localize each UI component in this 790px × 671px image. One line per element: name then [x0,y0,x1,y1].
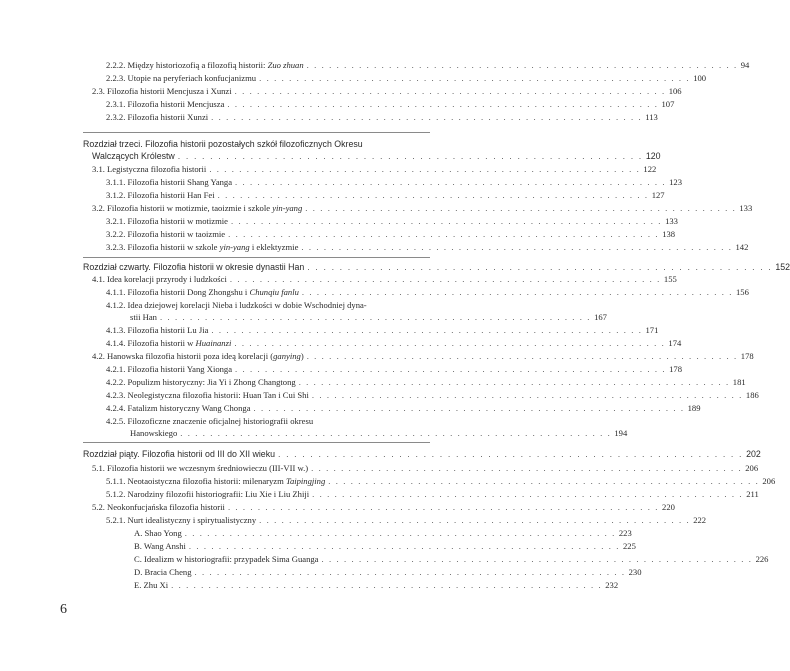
dot-leader: . . . . . . . . . . . . . . . . . . . . . . . . . . . . . . . . . . . . . . . . . . . . . . . . . . . . . . . . . . [311,390,743,400]
toc-page-number: 171 [645,325,659,335]
toc-page-number: 127 [651,190,665,200]
chapter-heading [83,139,438,150]
toc-entry-text: 3.1.1. Filozofia historii Shang Yanga [106,177,233,187]
toc-entry-text: 4.1.4. Filozofia historii w Huainanzi [106,338,232,348]
dot-leader: . . . . . . . . . . . . . . . . . . . . . . . . . . . . . . . . . . . . . . . . . . . . . . . . . . . . . . . . . . [228,229,660,239]
dot-leader: . . . . . . . . . . . . . . . . . . . . . . . . . . . . . . . . . . . . . . . . . . . . . . . . . . . . . . . . . . [298,377,730,387]
chapter-title: Rozdział trzeci. Filozofia historii pozostałych szkół filozoficznych Okresu [83,139,363,149]
toc-page-number: 232 [605,580,619,590]
toc-page-number: 178 [669,364,683,374]
toc-entry [134,580,619,591]
toc-entry-text: 4.1.2. Idea dziejowej korelacji Nieba i ludzkości w dobie Wschodniej dyna- [106,300,367,310]
dot-leader: . . . . . . . . . . . . . . . . . . . . . . . . . . . . . . . . . . . . . . . . . . . . . . . . . . . . . . . . . . [230,216,663,226]
toc-entry [106,489,759,500]
dot-leader: . . . . . . . . . . . . . . . . . . . . . . . . . . . . . . . . . . . . . . . . . . . . . . . . . . . . . . . . . . [217,190,649,200]
dot-leader: . . . . . . . . . . . . . . . . . . . . . . . . . . . . . . . . . . . . . . . . . . . . . . . . . . . . . . . . . . [227,502,660,512]
toc-entry-text: 4.2.3. Neolegistyczna filozofia historii: Huan Tan i Cui Shi [106,390,309,400]
toc-entry [106,216,678,227]
toc-entry [92,164,657,175]
toc-entry-text: 2.3. Filozofia historii Mencjusza i Xunzi [92,86,232,96]
toc-page-number: 120 [645,151,661,161]
toc-entry-text: 5.1.2. Narodziny filozofii historiografii: Liu Xie i Liu Zhiji [106,489,310,499]
toc-entry-text: 5.1.1. Neotaoistyczna filozofia historii: milenaryzm Taipingjing [106,476,326,486]
toc-entry [92,274,677,285]
dot-leader: . . . . . . . . . . . . . . . . . . . . . . . . . . . . . . . . . . . . . . . . . . . . . . . . . . . . . . . . . . [227,99,659,109]
toc-page-number: 122 [643,164,657,174]
toc-entry [106,338,682,349]
toc-entry [106,515,707,526]
toc-entry-text: 4.1.1. Filozofia historii Dong Zhongshu i Chunqiu fanlu [106,287,299,297]
toc-entry [92,351,754,362]
dot-leader: . . . . . . . . . . . . . . . . . . . . . . . . . . . . . . . . . . . . . . . . . . . . . . . . . . . . . . . . . . [278,449,744,459]
toc-entry [106,190,665,201]
toc-entry [134,567,642,578]
toc-entry [92,86,682,97]
toc-page-number: 194 [614,428,628,438]
dot-leader: . . . . . . . . . . . . . . . . . . . . . . . . . . . . . . . . . . . . . . . . . . . . . . . . . . . . . . . . . . [306,60,738,70]
dot-leader: . . . . . . . . . . . . . . . . . . . . . . . . . . . . . . . . . . . . . . . . . . . . . . . . . . . . . . . . . . [306,351,738,361]
toc-page-number: 189 [687,403,701,413]
toc-entry-text: 5.2. Neokonfucjańska filozofia historii [92,502,225,512]
toc-entry [106,177,683,188]
toc-entry-text: E. Zhu Xi [134,580,169,590]
toc-page-number: 107 [661,99,675,109]
dot-leader: . . . . . . . . . . . . . . . . . . . . . . . . . . . . . . . . . . . . . . . . . . . . . . . . . . . . . . . . . . [234,338,666,348]
toc-entry [106,287,749,298]
toc-entry-text: 4.1.3. Filozofia historii Lu Jia [106,325,209,335]
toc-page-number: 222 [693,515,707,525]
toc-entry-text: B. Wang Anshi [134,541,186,551]
dot-leader: . . . . . . . . . . . . . . . . . . . . . . . . . . . . . . . . . . . . . . . . . . . . . . . . . . . . . . . . . . [211,325,643,335]
toc-entry [134,554,769,565]
toc-page-number: 113 [645,112,658,122]
dot-leader: . . . . . . . . . . . . . . . . . . . . . . . . . . . . . . . . . . . . . . . . . . . . . . . . . . . . . . . . . . [159,312,592,322]
toc-entry [106,403,701,414]
chapter-title: Rozdział czwarty. Filozofia historii w okresie dynastii Han [83,262,305,272]
toc-page-number: 181 [732,377,746,387]
toc-entry [106,390,759,401]
toc-entry-text: 3.2. Filozofia historii w motizmie, taoizmie i szkole yin-yang [92,203,303,213]
toc-entry [106,325,659,336]
page-number: 6 [60,602,67,617]
dot-leader: . . . . . . . . . . . . . . . . . . . . . . . . . . . . . . . . . . . . . . . . . . . . . . . . . . . . . . . . . . [259,73,691,83]
dot-leader: . . . . . . . . . . . . . . . . . . . . . . . . . . . . . . . . . . . . . . . . . . . . . . . . . . . . . . . . . . [209,164,641,174]
toc-entry-text: 4.2.2. Populizm historyczny: Jia Yi i Zhong Changtong [106,377,296,387]
toc-entry-text: 5.1. Filozofia historii we wczesnym średniowieczu (III-VII w.) [92,463,309,473]
dot-leader: . . . . . . . . . . . . . . . . . . . . . . . . . . . . . . . . . . . . . . . . . . . . . . . . . . . . . . . . . . [328,476,760,486]
toc-entry-text: A. Shao Yong [134,528,182,538]
dot-leader: . . . . . . . . . . . . . . . . . . . . . . . . . . . . . . . . . . . . . . . . . . . . . . . . . . . . . . . . . . [211,112,643,122]
toc-page-number: 152 [775,262,790,272]
chapter-divider [83,257,430,258]
toc-page-number: 230 [628,567,642,577]
dot-leader: . . . . . . . . . . . . . . . . . . . . . . . . . . . . . . . . . . . . . . . . . . . . . . . . . . . . . . . . . . [301,287,733,297]
toc-entry-text: 3.1.2. Filozofia historii Han Fei [106,190,215,200]
toc-entry-text: 4.2.5. Filozoficzne znaczenie oficjalnej historiografii okresu [106,416,314,426]
chapter-heading [92,151,661,162]
toc-entry-text: 3.2.3. Filozofia historii w szkole yin-yang i eklektyzmie [106,242,299,252]
dot-leader: . . . . . . . . . . . . . . . . . . . . . . . . . . . . . . . . . . . . . . . . . . . . . . . . . . . . . . . . . . [194,567,626,577]
toc-entry [106,377,746,388]
dot-leader: . . . . . . . . . . . . . . . . . . . . . . . . . . . . . . . . . . . . . . . . . . . . . . . . . . . . . . . . . . [235,177,667,187]
chapter-title: Walczących Królestw [92,151,175,161]
chapter-divider [83,132,430,133]
dot-leader: . . . . . . . . . . . . . . . . . . . . . . . . . . . . . . . . . . . . . . . . . . . . . . . . . . . . . . . . . . [229,274,661,284]
toc-page-number: 206 [762,476,776,486]
dot-leader: . . . . . . . . . . . . . . . . . . . . . . . . . . . . . . . . . . . . . . . . . . . . . . . . . . . . . . . . . . [311,463,743,473]
dot-leader: . . . . . . . . . . . . . . . . . . . . . . . . . . . . . . . . . . . . . . . . . . . . . . . . . . . . . . . . . . [188,541,620,551]
toc-page-number: 223 [618,528,632,538]
chapter-title: Rozdział piąty. Filozofia historii od III do XII wieku [83,449,275,459]
toc-entry [106,242,749,253]
dot-leader: . . . . . . . . . . . . . . . . . . . . . . . . . . . . . . . . . . . . . . . . . . . . . . . . . . . . . . . . . . [301,242,733,252]
toc-page-number: 186 [745,390,759,400]
toc-entry-text: 3.1. Legistyczna filozofia historii [92,164,207,174]
toc-entry-text: 4.2.4. Fatalizm historyczny Wang Chonga [106,403,251,413]
toc-page-number: 100 [693,73,707,83]
toc-entry [106,99,675,110]
chapter-heading [83,449,761,460]
toc-entry [134,541,636,552]
toc-page-number: 220 [662,502,675,512]
toc-entry-text: C. Idealizm w historiografii: przypadek Sima Guanga [134,554,319,564]
toc-entry-text: 5.2.1. Nurt idealistyczny i spirytualistyczny [106,515,257,525]
toc-entry [106,73,707,84]
chapter-heading [83,262,790,273]
toc-page-number: 133 [665,216,678,226]
toc-entry [134,528,632,539]
dot-leader: . . . . . . . . . . . . . . . . . . . . . . . . . . . . . . . . . . . . . . . . . . . . . . . . . . . . . . . . . . [177,151,643,161]
toc-entry-text: 3.2.1. Filozofia historii w motizmie [106,216,228,226]
dot-leader: . . . . . . . . . . . . . . . . . . . . . . . . . . . . . . . . . . . . . . . . . . . . . . . . . . . . . . . . . . [235,364,667,374]
toc-entry-text: 4.1. Idea korelacji przyrody i ludzkości [92,274,227,284]
toc-page-number: 211 [746,489,759,499]
toc-page-number: 106 [668,86,682,96]
toc-entry [130,312,607,323]
toc-entry [106,416,438,427]
dot-leader: . . . . . . . . . . . . . . . . . . . . . . . . . . . . . . . . . . . . . . . . . . . . . . . . . . . . . . . . . . [312,489,744,499]
dot-leader: . . . . . . . . . . . . . . . . . . . . . . . . . . . . . . . . . . . . . . . . . . . . . . . . . . . . . . . . . . [171,580,603,590]
toc-entry-text: 4.2.1. Filozofia historii Yang Xionga [106,364,233,374]
toc-page-number: 133 [739,203,753,213]
dot-leader: . . . . . . . . . . . . . . . . . . . . . . . . . . . . . . . . . . . . . . . . . . . . . . . . . . . . . . . . . . [234,86,666,96]
toc-page-number: 225 [623,541,636,551]
toc-page-number: 155 [663,274,677,284]
toc-entry-text: stii Han [130,312,157,322]
dot-leader: . . . . . . . . . . . . . . . . . . . . . . . . . . . . . . . . . . . . . . . . . . . . . . . . . . . . . . . . . . [259,515,691,525]
dot-leader: . . . . . . . . . . . . . . . . . . . . . . . . . . . . . . . . . . . . . . . . . . . . . . . . . . . . . . . . . . [253,403,685,413]
toc-entry [106,300,438,311]
toc-entry [106,229,676,240]
toc-entry [106,60,750,71]
toc-page-number: 156 [735,287,749,297]
toc-entry [92,502,675,513]
toc-entry [106,364,683,375]
toc-entry-text: 2.2.3. Utopie na peryferiach konfucjanizmu [106,73,257,83]
toc-entry [92,463,759,474]
toc-page-number: 94 [740,60,750,70]
toc-entry-text: 2.3.2. Filozofia historii Xunzi [106,112,209,122]
toc-entry-text: 2.2.2. Między historiozofią a filozofią historii: Zuo zhuan [106,60,304,70]
toc-page-number: 123 [669,177,683,187]
toc-entry-text: 4.2. Hanowska filozofia historii poza ideą korelacji (ganying) [92,351,304,361]
toc-entry [130,428,628,439]
toc-page-number: 226 [755,554,769,564]
toc-page-number: 167 [594,312,607,322]
toc-entry-text: 3.2.2. Filozofia historii w taoizmie [106,229,226,239]
toc-entry [92,203,753,214]
toc-entry [106,476,776,487]
toc-page-number: 206 [745,463,759,473]
dot-leader: . . . . . . . . . . . . . . . . . . . . . . . . . . . . . . . . . . . . . . . . . . . . . . . . . . . . . . . . . . [307,262,773,272]
dot-leader: . . . . . . . . . . . . . . . . . . . . . . . . . . . . . . . . . . . . . . . . . . . . . . . . . . . . . . . . . . [184,528,616,538]
toc-page-number: 174 [668,338,682,348]
dot-leader: . . . . . . . . . . . . . . . . . . . . . . . . . . . . . . . . . . . . . . . . . . . . . . . . . . . . . . . . . . [321,554,753,564]
toc-entry-text: Hanowskiego [130,428,178,438]
dot-leader: . . . . . . . . . . . . . . . . . . . . . . . . . . . . . . . . . . . . . . . . . . . . . . . . . . . . . . . . . . [180,428,612,438]
toc-page-number: 202 [746,449,761,459]
toc-page-number: 142 [735,242,749,252]
dot-leader: . . . . . . . . . . . . . . . . . . . . . . . . . . . . . . . . . . . . . . . . . . . . . . . . . . . . . . . . . . [305,203,737,213]
toc-page-number: 178 [740,351,754,361]
toc-entry [106,112,658,123]
chapter-divider [83,442,430,443]
toc-entry-text: D. Bracia Cheng [134,567,192,577]
toc-entry-text: 2.3.1. Filozofia historii Mencjusza [106,99,225,109]
toc-page-number: 138 [662,229,676,239]
